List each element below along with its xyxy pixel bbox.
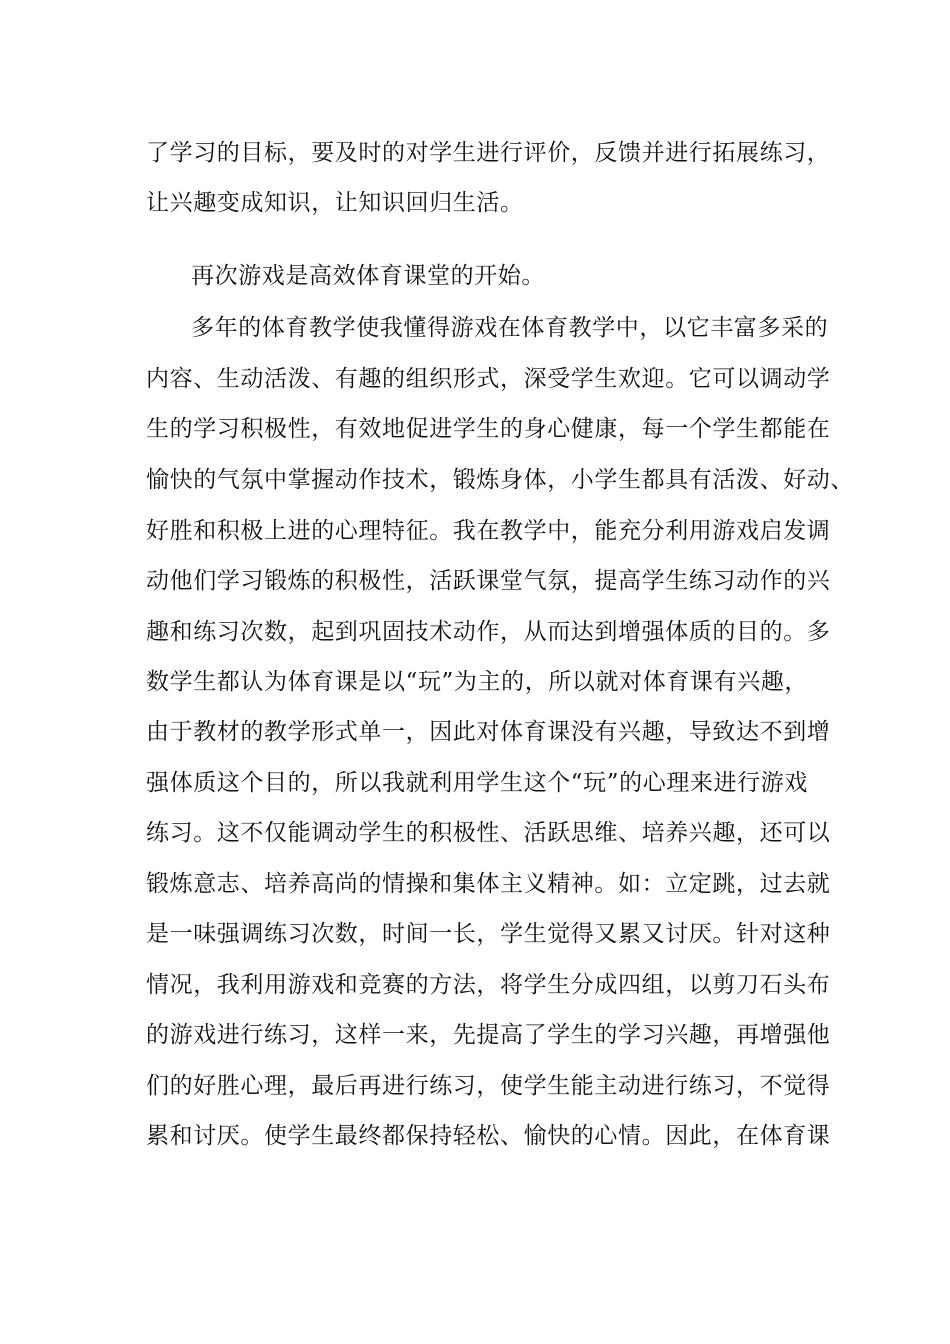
paragraph-3-line-10: 强体质这个目的，所以我就利用学生这个“玩”的心理来进行游戏: [146, 770, 808, 796]
paragraph-3-line-17: 累和讨厌。使学生最终都保持轻松、愉快的心情。因此，在体育课: [146, 1123, 831, 1149]
paragraph-3-line-14: 情况，我利用游戏和竞赛的方法，将学生分成四组，以剪刀石头布: [146, 972, 831, 998]
paragraph-3-line-12: 锻炼意志、培养高尚的情操和集体主义精神。如：立定跳，过去就: [146, 871, 831, 897]
paragraph-3-line-1: 多年的体育教学使我懂得游戏在体育教学中，以它丰富多采的: [191, 315, 829, 341]
paragraph-3-line-13: 是一味强调练习次数，时间一长，学生觉得又累又讨厌。针对这种: [146, 921, 831, 947]
paragraph-3-line-7: 趣和练习次数，起到巩固技术动作，从而达到增强体质的目的。多: [146, 619, 831, 645]
paragraph-3-line-9: 由于教材的教学形式单一，因此对体育课没有兴趣，导致达不到增: [146, 719, 831, 745]
paragraph-3-line-3: 生的学习积极性，有效地促进学生的身心健康，每一个学生都能在: [146, 416, 831, 442]
paragraph-3-line-16: 们的好胜心理，最后再进行练习，使学生能主动进行练习，不觉得: [146, 1073, 831, 1099]
paragraph-3-line-15: 的游戏进行练习，这样一来，先提高了学生的学习兴趣，再增强他: [146, 1022, 831, 1048]
paragraph-3-line-2: 内容、生动活泼、有趣的组织形式，深受学生欢迎。它可以调动学: [146, 366, 831, 392]
paragraph-3-line-4: 愉快的气氛中掌握动作技术，锻炼身体，小学生都具有活泼、好动、: [146, 467, 854, 493]
paragraph-3-line-6: 动他们学习锻炼的积极性，活跃课堂气氛，提高学生练习动作的兴: [146, 568, 831, 594]
paragraph-3-line-11: 练习。这不仅能调动学生的积极性、活跃思维、培养兴趣，还可以: [146, 820, 831, 846]
paragraph-3-line-8: 数学生都认为体育课是以“玩”为主的，所以就对体育课有兴趣，: [146, 669, 808, 695]
paragraph-1-line-1: 了学习的目标，要及时的对学生进行评价，反馈并进行拓展练习，: [146, 140, 831, 166]
paragraph-1-line-2: 让兴趣变成知识，让知识回归生活。: [146, 190, 524, 216]
paragraph-3-line-5: 好胜和积极上进的心理特征。我在教学中，能充分利用游戏启发调: [146, 518, 831, 544]
paragraph-2-line-1: 再次游戏是高效体育课堂的开始。: [191, 263, 545, 289]
